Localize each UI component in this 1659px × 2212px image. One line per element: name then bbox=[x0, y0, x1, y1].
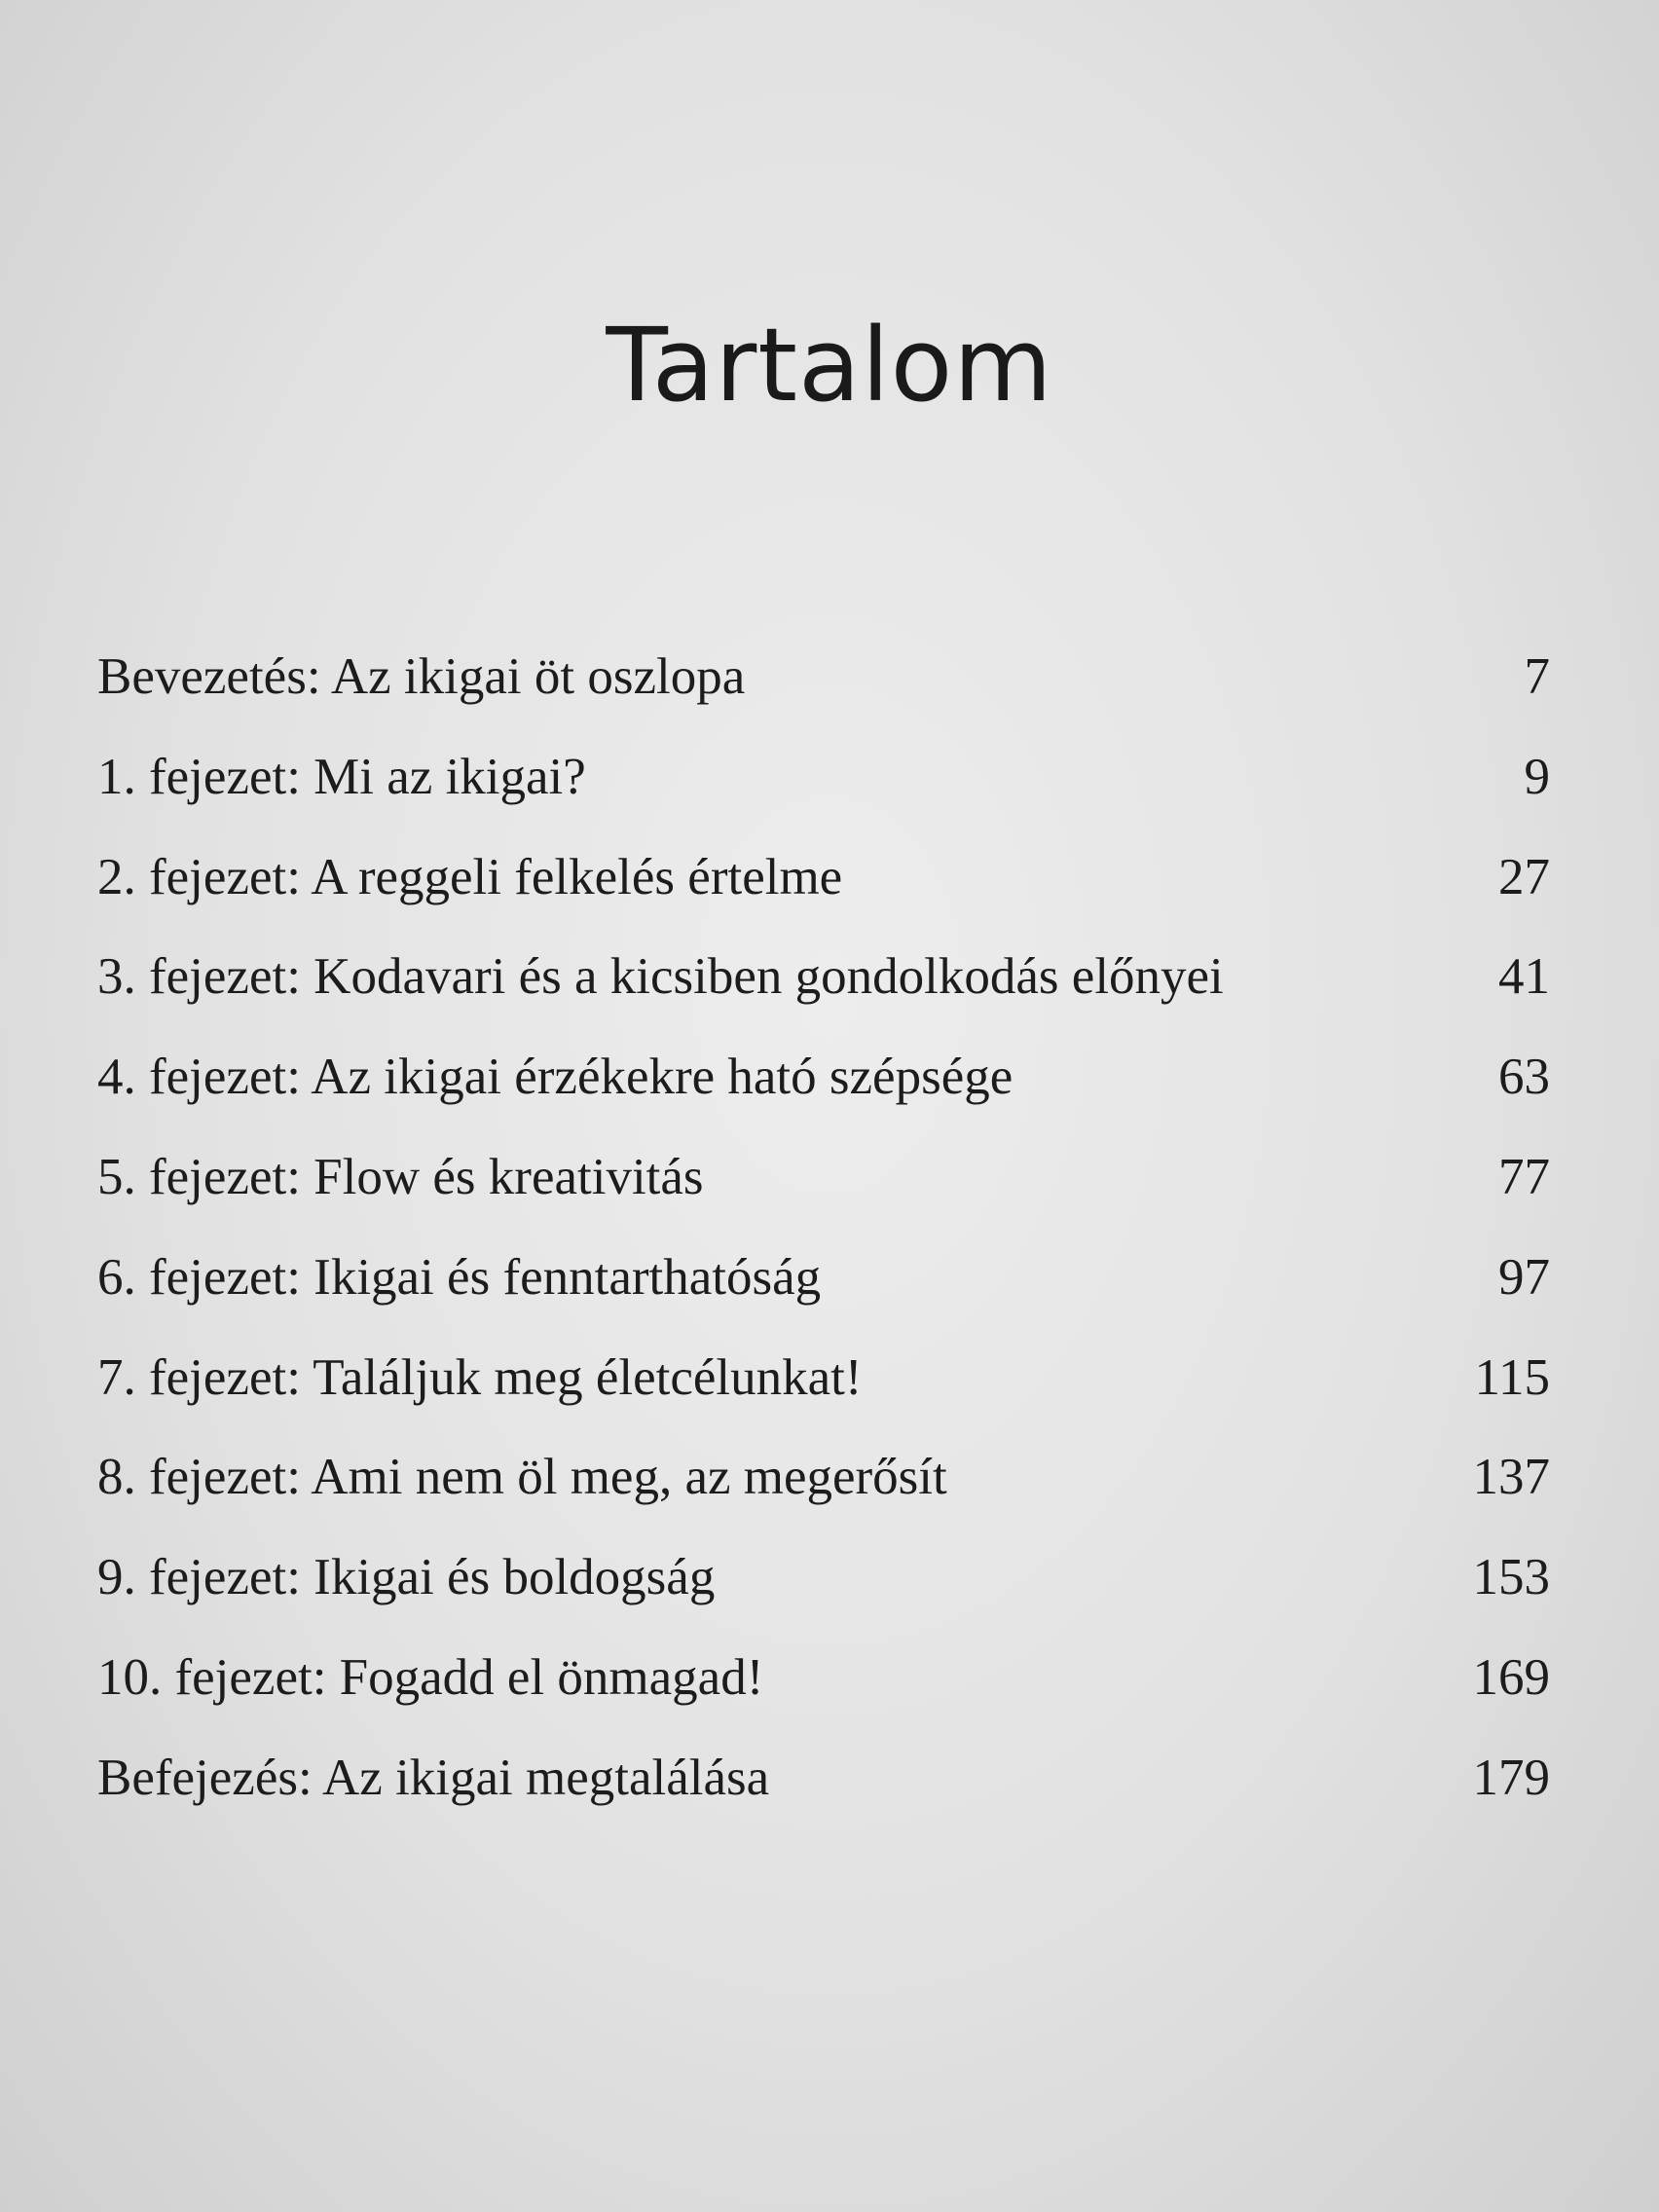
toc-entry bbox=[97, 1448, 1550, 1548]
toc-entry-title: 10. fejezet: Fogadd el önmagad! bbox=[97, 1648, 764, 1706]
toc-entry-page: 77 bbox=[1498, 1148, 1550, 1205]
toc-entry bbox=[97, 748, 1550, 848]
toc-entry-title: 2. fejezet: A reggeli felkelés értelme bbox=[97, 848, 843, 905]
toc-entry-title: Befejezés: Az ikigai megtalálása bbox=[97, 1749, 770, 1806]
toc-entry bbox=[97, 848, 1550, 948]
toc-entry-page: 115 bbox=[1474, 1348, 1550, 1406]
toc-entry-page: 7 bbox=[1524, 648, 1550, 705]
toc-entry bbox=[97, 947, 1550, 1048]
toc-entry-title: 8. fejezet: Ami nem öl meg, az megerősít bbox=[97, 1449, 947, 1506]
toc-entry-page: 179 bbox=[1472, 1749, 1550, 1806]
toc-entry bbox=[97, 647, 1550, 748]
toc-entry-page: 169 bbox=[1472, 1648, 1550, 1706]
toc-entry-title: 6. fejezet: Ikigai és fenntarthatóság bbox=[97, 1248, 822, 1306]
toc-entry bbox=[97, 1048, 1550, 1148]
toc-entry-title: 4. fejezet: Az ikigai érzékekre ható szépsége bbox=[97, 1049, 1014, 1106]
toc-entry-page: 153 bbox=[1472, 1549, 1550, 1606]
table-of-contents bbox=[97, 647, 1550, 1849]
toc-entry bbox=[97, 1248, 1550, 1348]
toc-entry bbox=[97, 1749, 1550, 1849]
toc-entry-page: 9 bbox=[1524, 748, 1550, 805]
toc-entry-title: 3. fejezet: Kodavari és a kicsiben gondolkodás előnyei bbox=[97, 948, 1224, 1006]
toc-entry-page: 41 bbox=[1498, 948, 1550, 1006]
page-title: Tartalom bbox=[606, 306, 1053, 424]
toc-entry-page: 137 bbox=[1472, 1449, 1550, 1506]
toc-entry-title: 9. fejezet: Ikigai és boldogság bbox=[97, 1549, 716, 1606]
toc-entry-page: 97 bbox=[1498, 1248, 1550, 1306]
toc-entry bbox=[97, 1548, 1550, 1648]
toc-entry bbox=[97, 1348, 1550, 1449]
toc-entry-page: 63 bbox=[1498, 1049, 1550, 1106]
toc-entry-title: Bevezetés: Az ikigai öt oszlopa bbox=[97, 648, 746, 705]
toc-entry-title: 5. fejezet: Flow és kreativitás bbox=[97, 1148, 704, 1205]
toc-entry-title: 1. fejezet: Mi az ikigai? bbox=[97, 748, 586, 805]
toc-entry bbox=[97, 1648, 1550, 1749]
toc-entry bbox=[97, 1148, 1550, 1248]
toc-entry-page: 27 bbox=[1498, 848, 1550, 905]
toc-entry-title: 7. fejezet: Találjuk meg életcélunkat! bbox=[97, 1348, 863, 1406]
